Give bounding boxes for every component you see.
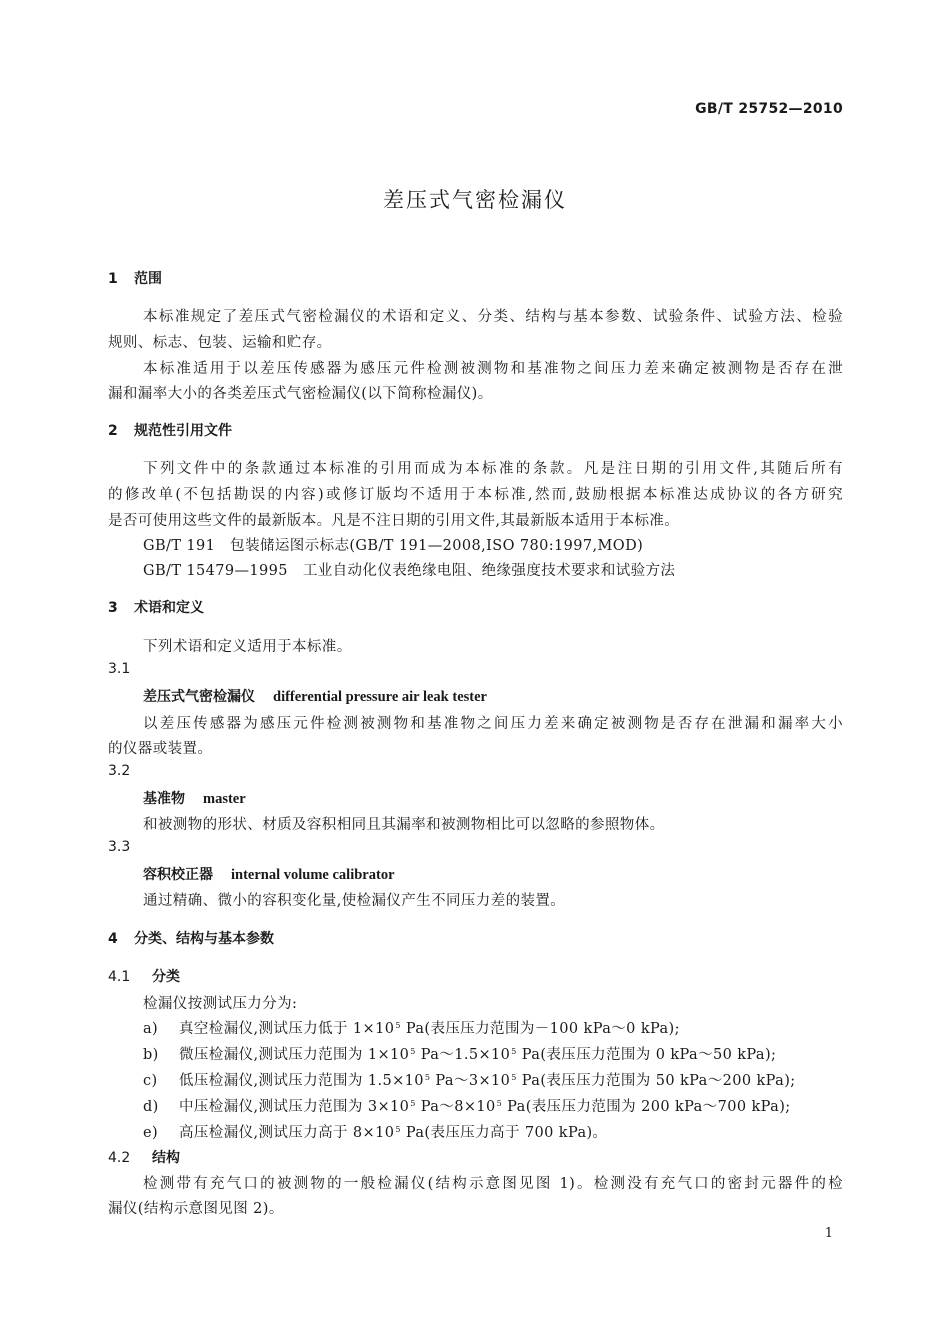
subsection-title: 分类	[152, 969, 180, 985]
normative-reference: GB/T 15479—1995 工业自动化仪表绝缘电阻、绝缘强度技术要求和试验方法	[143, 563, 676, 579]
list-item-text: Pa～8×10	[415, 1099, 496, 1115]
list-item-text: Pa(表压压力范围为 200 kPa～700 kPa);	[502, 1099, 791, 1115]
section-number: 1	[108, 271, 118, 287]
section-title: 规范性引用文件	[134, 423, 232, 439]
term-entry	[143, 864, 395, 884]
section-2-heading	[108, 420, 232, 440]
list-item-label: e)	[143, 1125, 159, 1141]
section-number: 3	[108, 600, 118, 616]
document-title: 差压式气密检漏仪	[383, 188, 567, 212]
paragraph-line: 下列文件中的条款通过本标准的引用而成为本标准的条款。凡是注日期的引用文件,其随后所有	[143, 461, 843, 477]
superscript: 5	[395, 1125, 401, 1134]
superscript: 5	[511, 1047, 517, 1056]
list-item-text: Pa(表压压力高于 700 kPa)。	[400, 1125, 608, 1141]
term-definition: 通过精确、微小的容积变化量,使检漏仪产生不同压力差的装置。	[143, 893, 566, 909]
list-item-text: 微压检漏仪,测试压力范围为 1×10	[179, 1047, 410, 1063]
term-definition: 的仪器或装置。	[108, 741, 213, 757]
term-english: master	[203, 791, 246, 807]
paragraph-line: 规则、标志、包装、运输和贮存。	[108, 335, 332, 351]
term-chinese: 容积校正器	[143, 867, 213, 883]
list-item-label: d)	[143, 1099, 159, 1115]
subsection-number: 4.1	[108, 969, 131, 985]
superscript: 5	[424, 1073, 431, 1082]
superscript: 5	[496, 1099, 503, 1108]
paragraph-line: 检漏仪按测试压力分为:	[143, 996, 298, 1012]
term-english: differential pressure air leak tester	[273, 689, 487, 705]
list-item-label: b)	[143, 1047, 159, 1063]
list-item-text: Pa～1.5×10	[415, 1047, 511, 1063]
section-4-heading	[108, 928, 274, 948]
paragraph-line: 的修改单(不包括勘误的内容)或修订版均不适用于本标准,然而,鼓励根据本标准达成协议的各方研究	[108, 487, 843, 503]
section-title: 术语和定义	[134, 600, 204, 616]
list-item-text: Pa～3×10	[430, 1073, 511, 1089]
list-item-text: 高压检漏仪,测试压力高于 8×10	[179, 1125, 395, 1141]
paragraph-line: 是否可使用这些文件的最新版本。凡是不注日期的引用文件,其最新版本适用于本标准。	[108, 513, 680, 529]
list-item-text: Pa(表压压力范围为 50 kPa～200 kPa);	[516, 1073, 796, 1089]
section-1-heading	[108, 268, 162, 288]
list-item	[143, 1043, 776, 1064]
normative-reference: GB/T 191 包装储运图示标志(GB/T 191—2008,ISO 780:1997,MOD)	[143, 538, 644, 554]
superscript: 5	[511, 1073, 517, 1082]
subsection-title: 结构	[152, 1150, 180, 1166]
list-item	[143, 1017, 680, 1038]
subsection-4-2-heading	[108, 1147, 180, 1167]
list-item-label: c)	[143, 1073, 158, 1089]
standard-number: GB/T 25752—2010	[695, 101, 843, 117]
term-definition: 和被测物的形状、材质及容积相同且其漏率和被测物相比可以忽略的参照物体。	[143, 817, 665, 833]
section-title: 分类、结构与基本参数	[134, 931, 274, 947]
term-chinese: 差压式气密检漏仪	[143, 689, 255, 705]
section-number: 4	[108, 931, 118, 947]
term-chinese: 基准物	[143, 791, 185, 807]
section-3-heading	[108, 597, 204, 617]
term-entry	[143, 686, 487, 706]
list-item-text: Pa(表压压力范围为－100 kPa～0 kPa);	[400, 1021, 680, 1037]
section-number: 2	[108, 423, 118, 439]
term-definition: 以差压传感器为感压元件检测被测物和基准物之间压力差来确定被测物是否存在泄漏和漏率大小	[143, 716, 843, 732]
list-item-text: 低压检漏仪,测试压力范围为 1.5×10	[179, 1073, 424, 1089]
list-item-text: 真空检漏仪,测试压力低于 1×10	[179, 1021, 395, 1037]
term-english: internal volume calibrator	[231, 867, 395, 883]
superscript: 5	[410, 1099, 416, 1108]
list-item	[143, 1095, 791, 1116]
subsection-4-1-heading	[108, 966, 180, 986]
paragraph-line: 下列术语和定义适用于本标准。	[143, 639, 352, 655]
term-number: 3.3	[108, 839, 131, 855]
subsection-number: 4.2	[108, 1150, 131, 1166]
term-number: 3.1	[108, 661, 131, 677]
superscript: 5	[410, 1047, 416, 1056]
superscript: 5	[395, 1021, 401, 1030]
list-item-text: 中压检漏仪,测试压力范围为 3×10	[179, 1099, 410, 1115]
list-item-text: Pa(表压压力范围为 0 kPa～50 kPa);	[516, 1047, 777, 1063]
list-item	[143, 1121, 607, 1142]
section-title: 范围	[134, 271, 162, 287]
list-item	[143, 1069, 796, 1090]
term-number: 3.2	[108, 763, 131, 779]
term-entry	[143, 788, 246, 808]
paragraph-line: 本标准规定了差压式气密检漏仪的术语和定义、分类、结构与基本参数、试验条件、试验方法、检验	[143, 309, 843, 325]
page-number: 1	[824, 1226, 833, 1241]
paragraph-line: 检测带有充气口的被测物的一般检漏仪(结构示意图见图 1)。检测没有充气口的密封元器件的检	[143, 1176, 843, 1192]
list-item-label: a)	[143, 1021, 159, 1037]
paragraph-line: 本标准适用于以差压传感器为感压元件检测被测物和基准物之间压力差来确定被测物是否存在泄	[143, 361, 843, 377]
paragraph-line: 漏和漏率大小的各类差压式气密检漏仪(以下简称检漏仪)。	[108, 386, 493, 402]
paragraph-line: 漏仪(结构示意图见图 2)。	[108, 1201, 284, 1217]
